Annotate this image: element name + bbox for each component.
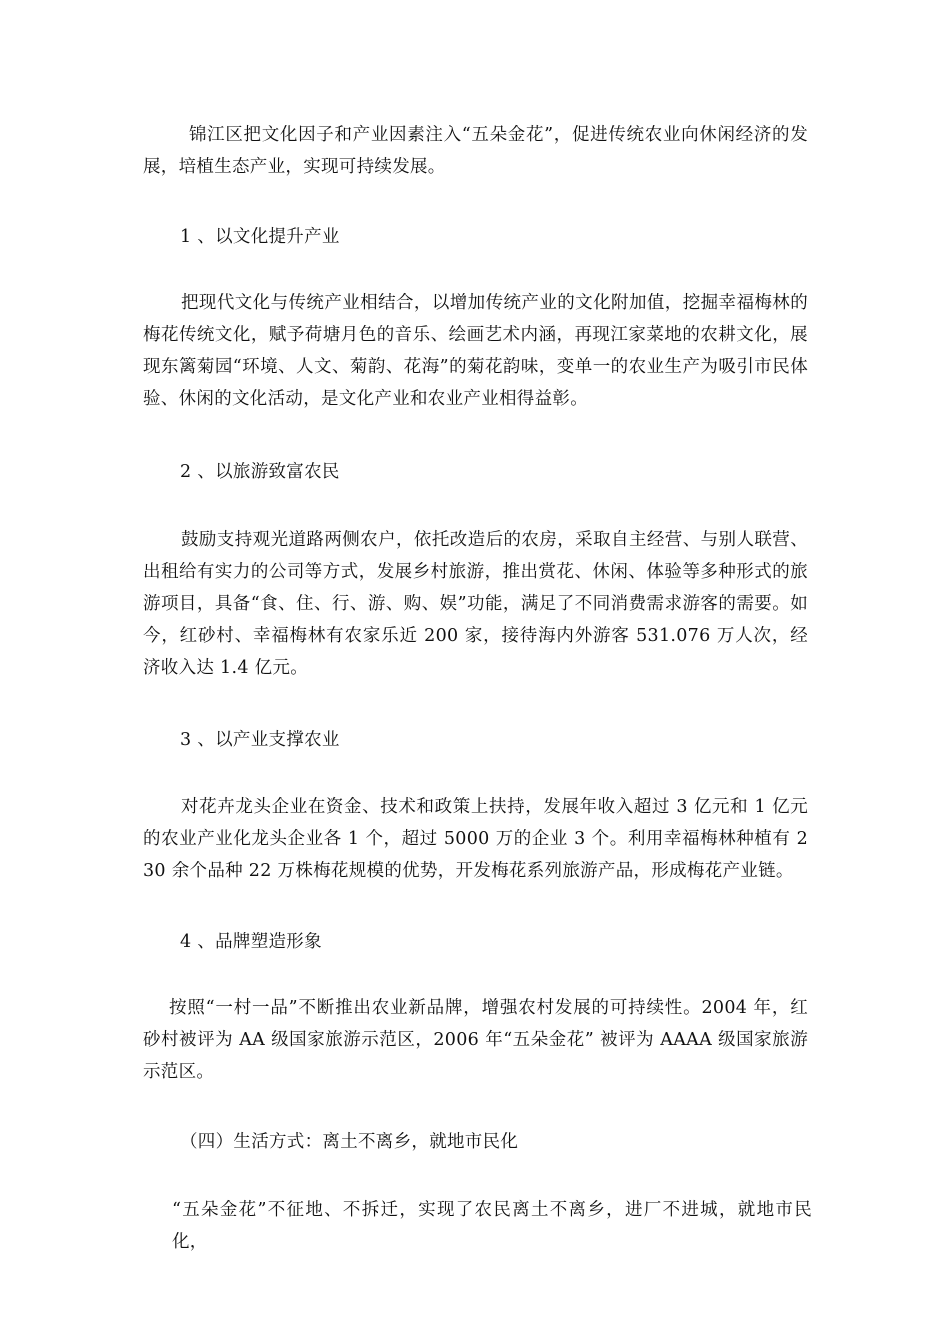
paragraph-lifestyle: “五朵金花”不征地、不拆迁，实现了农民离土不离乡，进厂不进城，就地市民化，	[172, 1200, 812, 1252]
paragraph-tourism: 鼓励支持观光道路两侧农户，依托改造后的农房，采取自主经营、与别人联营、出租给有实力的公司等方式，发展乡村旅游，推出赏花、休闲、体验等多种形式的旅游项目，具备“食、住、行、游、购、娱”功能，满足了不同消费需求游客的需要。如今，红砂村、幸福梅林有农家乐近 200 家，接待海内外游客 531.076 万人次，经济收入达 1.4 亿元。	[143, 530, 808, 678]
paragraph-brand: 按照“一村一品”不断推出农业新品牌，增强农村发展的可持续性。2004 年，红砂村被评为 AA 级国家旅游示范区，2006 年“五朵金花” 被评为 AAAA 级国家旅游示范区。	[143, 998, 808, 1082]
paragraph-intro: 锦江区把文化因子和产业因素注入“五朵金花”，促进传统农业向休闲经济的发展，培植生态产业，实现可持续发展。	[143, 125, 808, 177]
heading-lifestyle: （四）生活方式：离土不离乡，就地市民化	[180, 1132, 519, 1152]
paragraph-industry: 对花卉龙头企业在资金、技术和政策上扶持，发展年收入超过 3 亿元和 1 亿元的农业产业化龙头企业各 1 个，超过 5000 万的企业 3 个。利用幸福梅林种植有 230 余个品种 22 万株梅花规模的优势，开发梅花系列旅游产品，形成梅花产业链。	[143, 797, 808, 881]
heading-tourism: 2 、以旅游致富农民	[180, 462, 340, 482]
heading-industry: 3 、以产业支撑农业	[180, 730, 340, 750]
heading-culture: 1 、以文化提升产业	[180, 227, 340, 247]
heading-brand: 4 、品牌塑造形象	[180, 932, 322, 952]
paragraph-culture: 把现代文化与传统产业相结合，以增加传统产业的文化附加值，挖掘幸福梅林的梅花传统文化，赋予荷塘月色的音乐、绘画艺术内涵，再现江家菜地的农耕文化，展现东篱菊园“环境、人文、菊韵、花海”的菊花韵味，变单一的农业生产为吸引市民体验、休闲的文化活动，是文化产业和农业产业相得益彰。	[143, 293, 808, 409]
